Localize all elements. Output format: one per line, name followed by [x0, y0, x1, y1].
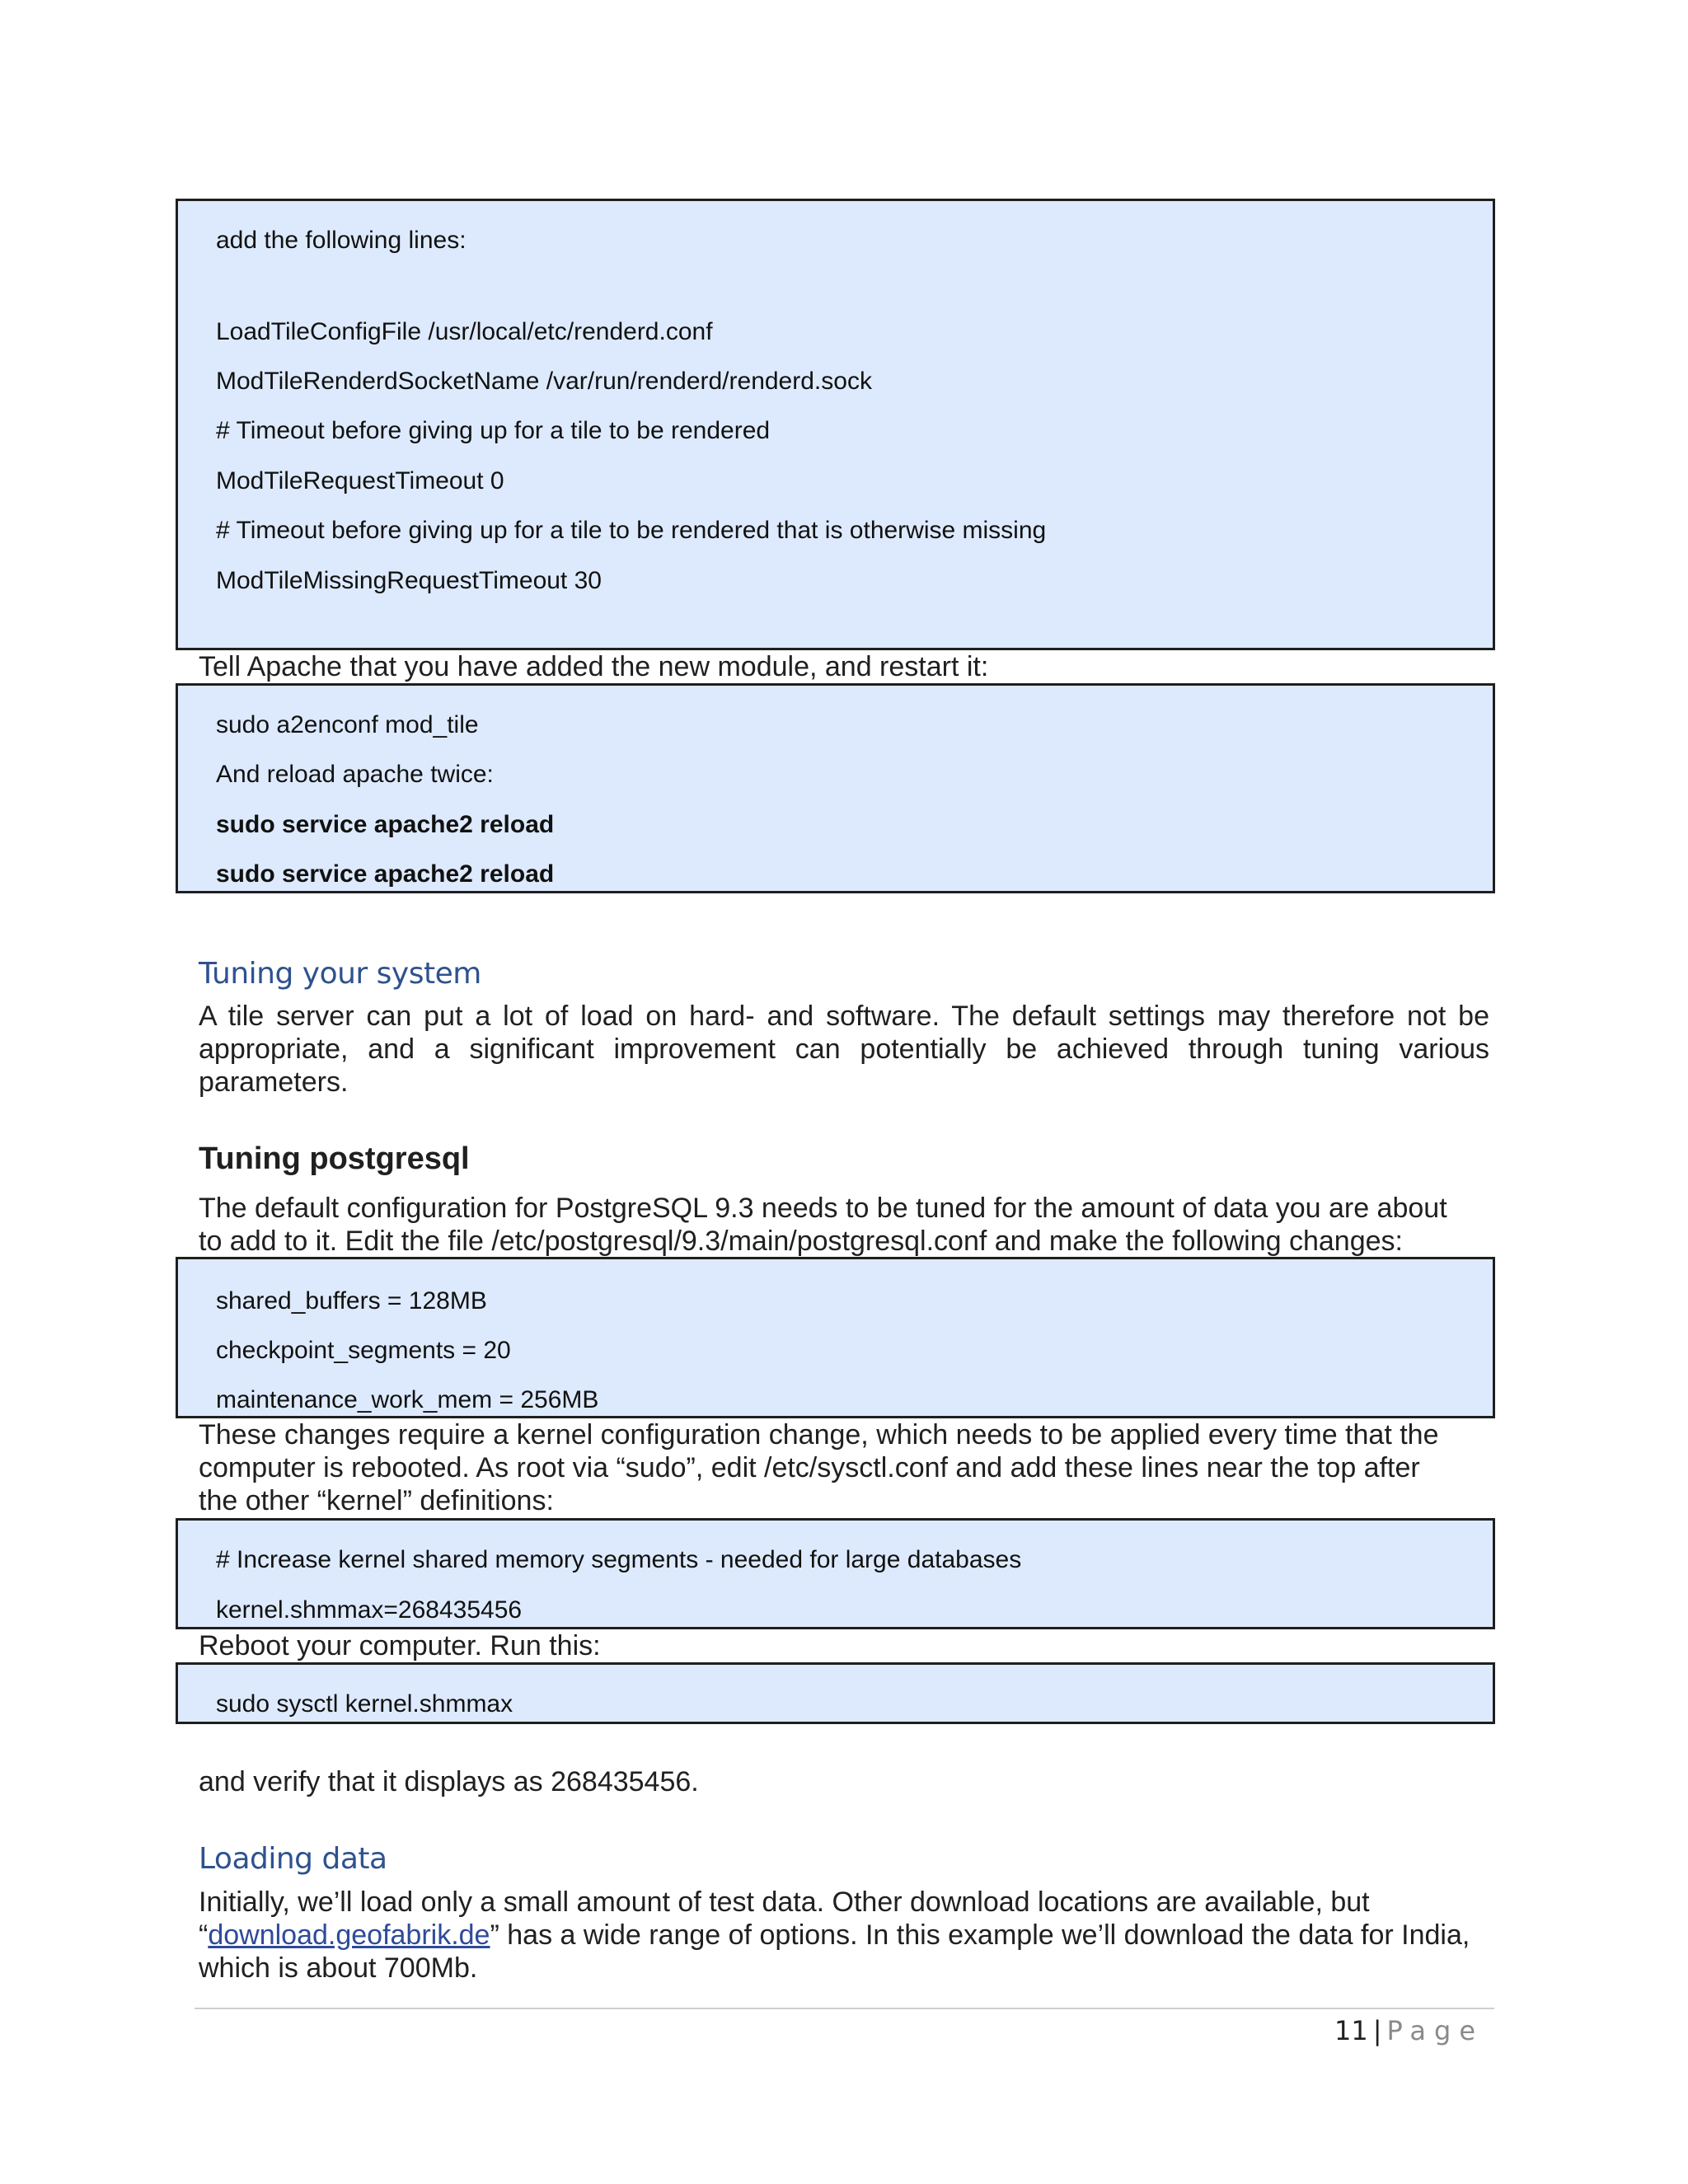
code-line: ModTileRenderdSocketName /var/run/renderd/renderd.sock [216, 368, 872, 395]
heading-loading-data: Loading data [199, 1842, 387, 1876]
paragraph-kernel-line-1: These changes require a kernel configuration change, which needs to be applied every time that the [199, 1419, 1439, 1451]
code-box-postgresql-conf [176, 1257, 1495, 1418]
footer-separator: | [1372, 2015, 1382, 2046]
code-line: sudo service apache2 reload [216, 860, 555, 888]
code-line: checkpoint_segments = 20 [216, 1337, 511, 1364]
footer-divider [195, 2008, 1494, 2009]
code-line: # Increase kernel shared memory segments - needed for large databases [216, 1546, 1022, 1573]
page-footer [1334, 2013, 1484, 2049]
paragraph-loading-line-1: Initially, we’ll load only a small amount of test data. Other download locations are available, but [199, 1886, 1370, 1918]
code-line: ModTileMissingRequestTimeout 30 [216, 567, 602, 594]
paragraph-verify: and verify that it displays as 268435456. [199, 1766, 699, 1797]
paragraph-loading-line-2: ” has a wide range of options. In this example we’ll download the data for India, [490, 1919, 1470, 1951]
geofabrik-link[interactable]: download.geofabrik.de [208, 1919, 490, 1951]
code-line: # Timeout before giving up for a tile to be rendered [216, 417, 771, 444]
code-line: shared_buffers = 128MB [216, 1287, 487, 1315]
code-box-sysctl [176, 1518, 1495, 1629]
paragraph-postgres-line-2: to add to it. Edit the file /etc/postgresql/9.3/main/postgresql.conf and make the following changes: [199, 1226, 1403, 1257]
paragraph-kernel-line-3: the other “kernel” definitions: [199, 1485, 554, 1516]
paragraph-reboot: Reboot your computer. Run this: [199, 1630, 601, 1661]
heading-tuning-postgresql: Tuning postgresql [199, 1141, 470, 1176]
code-line: # Timeout before giving up for a tile to be rendered that is otherwise missing [216, 517, 1047, 544]
code-line: LoadTileConfigFile /usr/local/etc/renderd.conf [216, 318, 713, 345]
code-line: add the following lines: [216, 227, 467, 254]
paragraph-loading [199, 1886, 1489, 1985]
code-line: sudo sysctl kernel.shmmax [216, 1690, 513, 1718]
paragraph-loading-line-3: which is about 700Mb. [199, 1952, 478, 1984]
code-box-a2enconf [176, 683, 1495, 893]
paragraph-postgres-line-1: The default configuration for PostgreSQL 9.3 needs to be tuned for the amount of data you are about [199, 1193, 1447, 1224]
heading-tuning-your-system: Tuning your system [199, 957, 481, 991]
paragraph-kernel-line-2: computer is rebooted. As root via “sudo”, edit /etc/sysctl.conf and add these lines near the top after [199, 1452, 1420, 1483]
code-line: And reload apache twice: [216, 761, 494, 788]
code-box-mod-tile-config [176, 199, 1495, 650]
quote-open: “ [199, 1919, 209, 1951]
page-label: Page [1386, 2015, 1484, 2046]
paragraph-apache: Tell Apache that you have added the new module, and restart it: [199, 651, 989, 682]
paragraph-tuning: A tile server can put a lot of load on hard- and software. The default settings may therefore not be appropriate, and a significant improvement can potentially be achieved through tuning various parameters. [199, 1001, 1489, 1098]
code-line: maintenance_work_mem = 256MB [216, 1386, 599, 1413]
code-line: sudo a2enconf mod_tile [216, 711, 479, 738]
code-line: kernel.shmmax=268435456 [216, 1596, 523, 1624]
code-box-sysctl-check [176, 1662, 1495, 1724]
page-number: 11 [1334, 2015, 1368, 2046]
code-line: ModTileRequestTimeout 0 [216, 467, 504, 494]
code-line: sudo service apache2 reload [216, 811, 555, 838]
